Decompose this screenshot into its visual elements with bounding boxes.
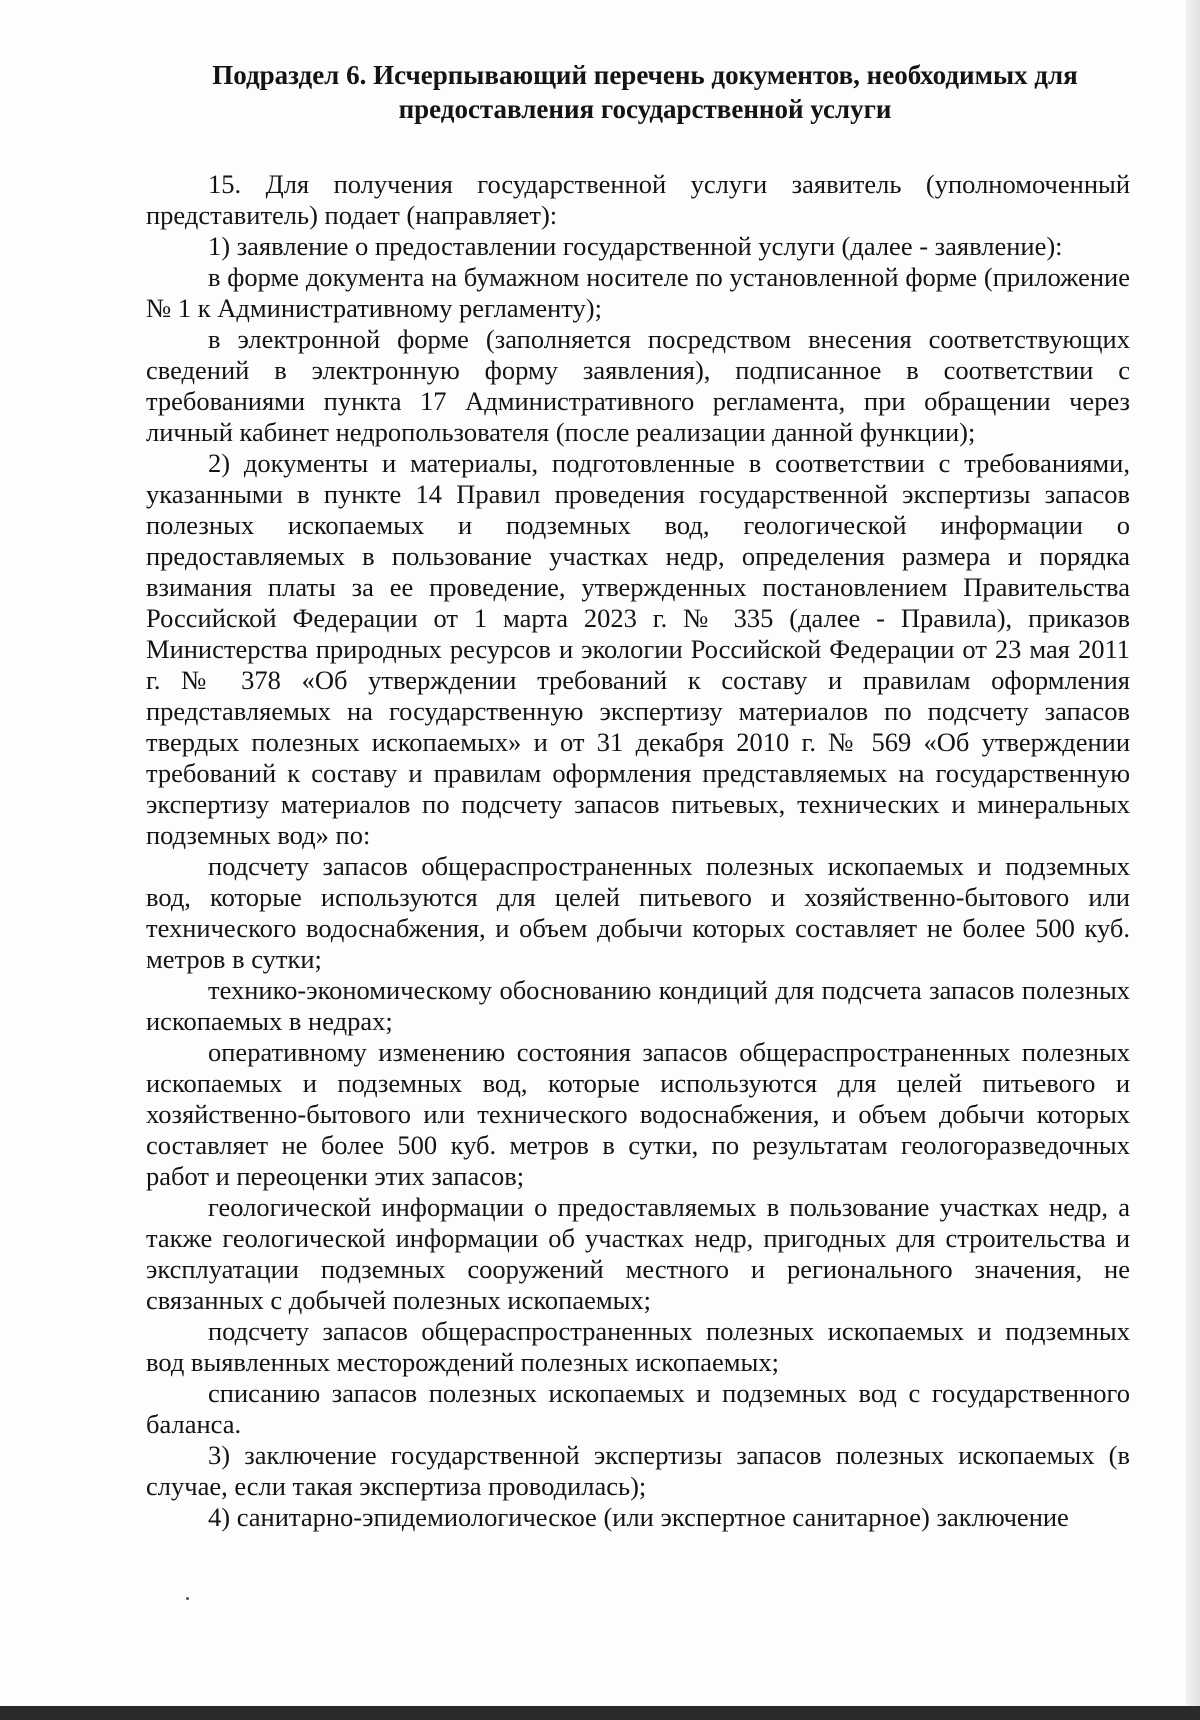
- paragraph-geological-info: геологической информации о предоставляемых в пользование участках недр, а также геологической информации об участках недр, пригодных для строительства и эксплуатации подземных сооружений местного и регионального значения, не связанных с добычей полезных ископаемых;: [146, 1192, 1130, 1315]
- paragraph-item-4: 4) санитарно-эпидемиологическое (или экспертное санитарное) заключение: [208, 1502, 1069, 1532]
- paragraph-feasibility: технико-экономическому обоснованию кондиций для подсчета запасов полезных ископаемых в недрах;: [146, 975, 1130, 1036]
- paragraph-reserves-count: подсчету запасов общераспространенных полезных ископаемых и подземных вод, которые используются для целей питьевого и хозяйственно-бытового или технического водоснабжения, и объем добычи которых составляет не более 500 куб. метров в сутки;: [146, 851, 1130, 974]
- scan-speck: [186, 1597, 189, 1600]
- paragraph-paper-form: в форме документа на бумажном носителе по установленной форме (приложение № 1 к Административному регламенту);: [146, 262, 1130, 323]
- section-heading-line-2: предоставления государственной услуги: [398, 94, 892, 124]
- paragraph-operational-change: оперативному изменению состояния запасов общераспространенных полезных ископаемых и подземных вод, которые используются для целей питьевого и хозяйственно-бытового или технического водоснабжения, и объем добычи которых составляет не более 500 куб. метров в сутки, по результатам геологоразведочных работ и переоценки этих запасов;: [146, 1037, 1130, 1191]
- paragraph-write-off: списанию запасов полезных ископаемых и подземных вод с государственного баланса.: [146, 1378, 1130, 1439]
- paragraph-item-1: 1) заявление о предоставлении государственной услуги (далее - заявление):: [208, 231, 1063, 261]
- section-heading-line-1: Подраздел 6. Исчерпывающий перечень документов, необходимых для: [212, 60, 1078, 90]
- body-text: [146, 169, 1130, 1533]
- paragraph-15-intro: 15. Для получения государственной услуги заявитель (уполномоченный представитель) подает (направляет):: [146, 169, 1130, 230]
- scan-bottom-edge: [0, 1706, 1200, 1720]
- paragraph-identified-deposits: подсчету запасов общераспространенных полезных ископаемых и подземных вод выявленных месторождений полезных ископаемых;: [146, 1316, 1130, 1377]
- scan-right-edge: [1186, 0, 1200, 1720]
- paragraph-item-2: 2) документы и материалы, подготовленные в соответствии с требованиями, указанными в пункте 14 Правил проведения государственной экспертизы запасов полезных ископаемых и подземных вод, геологической информации о предоставляемых в пользование участках недр, определения размера и порядка взимания платы за ее проведение, утвержденных постановлением Правительства Российской Федерации от 1 марта 2023 г. № 335 (далее - Правила), приказов Министерства природных ресурсов и экологии Российской Федерации от 23 мая 2011 г. № 378 «Об утверждении требований к составу и правилам оформления представляемых на государственную экспертизу материалов по подсчету запасов твердых полезных ископаемых» и от 31 декабря 2010 г. № 569 «Об утверждении требований к составу и правилам оформления представляемых на государственную экспертизу материалов по подсчету запасов питьевых, технических и минеральных подземных вод» по:: [146, 448, 1130, 850]
- section-heading: [150, 58, 1140, 126]
- paragraph-item-3: 3) заключение государственной экспертизы запасов полезных ископаемых (в случае, если такая экспертиза проводилась);: [146, 1440, 1130, 1501]
- paragraph-electronic-form: в электронной форме (заполняется посредством внесения соответствующих сведений в электронную форму заявления), подписанное в соответствии с требованиями пункта 17 Административного регламента, при обращении через личный кабинет недропользователя (после реализации данной функции);: [146, 324, 1130, 447]
